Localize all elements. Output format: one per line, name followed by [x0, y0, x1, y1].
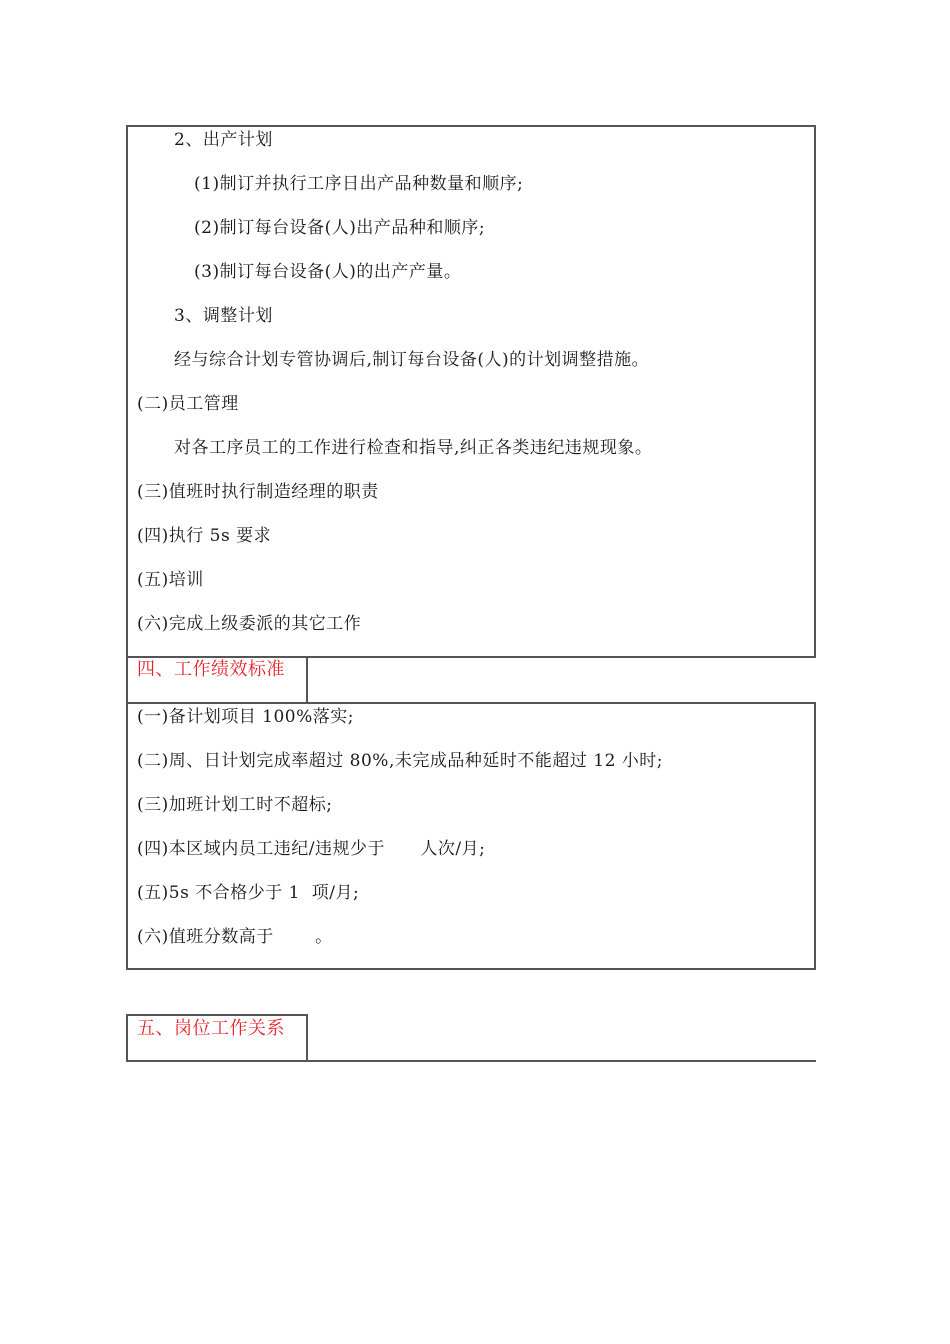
standard-line: (三)加班计划工时不超标;	[137, 795, 333, 815]
section-five-heading: 五、岗位工作关系	[137, 1018, 285, 1039]
duty-line: 经与综合计划专管协调后,制订每台设备(人)的计划调整措施。	[174, 350, 650, 370]
duty-line: (六)完成上级委派的其它工作	[137, 614, 362, 634]
duty-line: (1)制订并执行工序日出产品种数量和顺序;	[194, 174, 524, 194]
duty-line: (3)制订每台设备(人)的出产产量。	[194, 262, 462, 282]
section-five-bottom-rule	[126, 1060, 816, 1062]
duty-line: (五)培训	[137, 570, 204, 590]
duty-line: (二)员工管理	[137, 394, 239, 414]
heading-divider	[306, 1014, 308, 1062]
standard-line: (六)值班分数高于 。	[137, 927, 333, 947]
duty-line: 对各工序员工的工作进行检查和指导,纠正各类违纪违规现象。	[174, 438, 653, 458]
duty-line: 3、调整计划	[174, 306, 273, 326]
standard-line: (五)5s 不合格少于 1 项/月;	[137, 883, 360, 903]
standard-line: (一)备计划项目 100%落实;	[137, 707, 354, 727]
duties-box	[126, 125, 816, 658]
section-four-heading: 四、工作绩效标准	[137, 659, 285, 680]
standard-line: (二)周、日计划完成率超过 80%,未完成品种延时不能超过 12 小时;	[137, 751, 664, 771]
duty-line: (三)值班时执行制造经理的职责	[137, 482, 379, 502]
heading-divider	[306, 656, 308, 703]
duty-line: 2、出产计划	[174, 130, 273, 150]
heading-divider	[126, 656, 128, 703]
standard-line: (四)本区域内员工违纪/违规少于 人次/月;	[137, 839, 486, 859]
heading-top-rule	[126, 1014, 308, 1016]
heading-divider	[126, 1014, 128, 1062]
duty-line: (四)执行 5s 要求	[137, 526, 272, 546]
duty-line: (2)制订每台设备(人)出产品种和顺序;	[194, 218, 486, 238]
